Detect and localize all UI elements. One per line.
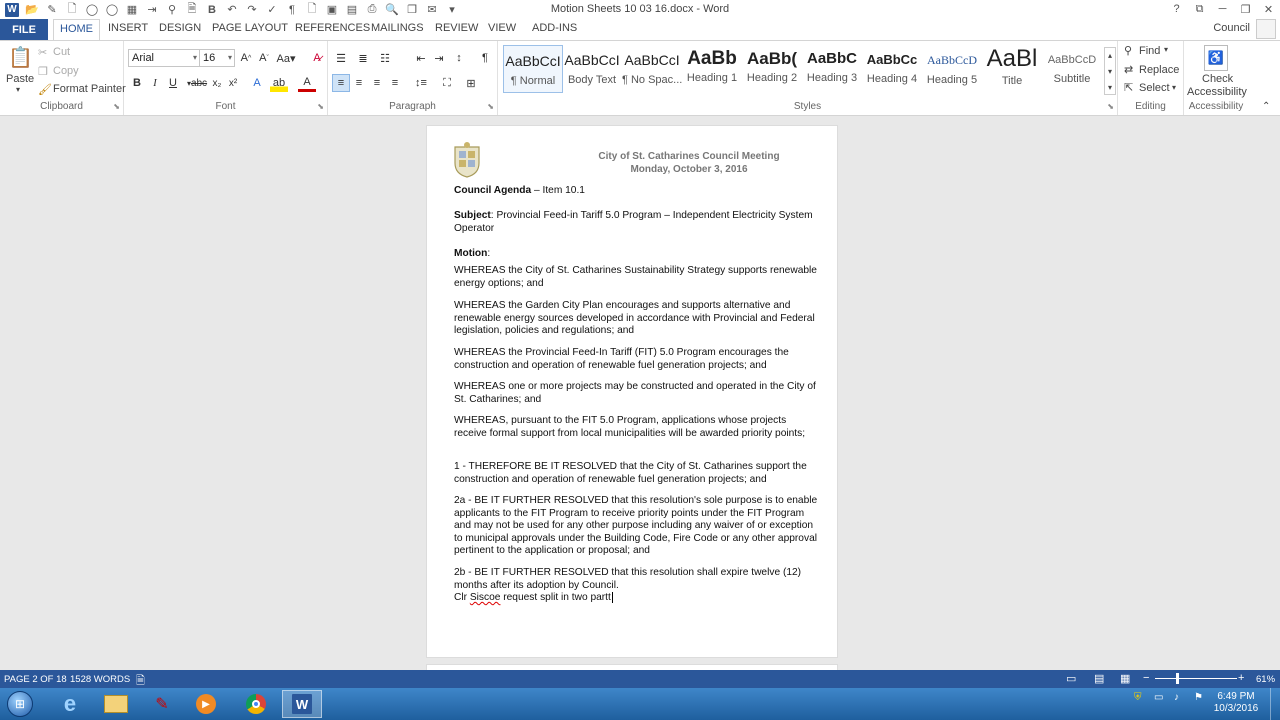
styles-scroll[interactable]: ▴ ▾ ▾ — [1104, 47, 1116, 95]
clock-time: 6:49 PM — [1217, 691, 1255, 702]
print-icon[interactable]: ⎙ — [367, 3, 377, 15]
styles-label: Styles — [793, 101, 822, 112]
style-name: ¶ No Spac... — [622, 74, 683, 86]
style-preview: AaBbCcI — [564, 52, 620, 68]
customize-qat-icon[interactable]: ▾ — [449, 4, 455, 16]
shield-icon[interactable]: ⛨ — [1134, 692, 1142, 703]
ribbon — [0, 40, 1280, 116]
decrease-indent-icon[interactable]: ⇤ — [416, 52, 426, 65]
bold-button[interactable]: B — [133, 77, 141, 89]
paragraph-launcher-icon[interactable]: ⬊ — [487, 102, 494, 111]
chevron-down-icon: ▾ — [227, 53, 232, 62]
paste-icon[interactable]: 📋 — [8, 47, 33, 69]
show-desktop-button[interactable] — [1270, 688, 1280, 720]
motion-bold: Motion — [454, 248, 488, 259]
change-case-icon[interactable]: Aa▾ — [276, 52, 296, 65]
borders-icon[interactable]: ⊞ — [466, 77, 476, 90]
presenter-icon[interactable]: ✎ — [155, 696, 169, 713]
editing-group — [1118, 41, 1184, 115]
start-button-icon[interactable]: ⊞ — [0, 690, 40, 718]
strikethrough-button[interactable]: abc — [190, 77, 208, 89]
motion-paragraph: WHEREAS, pursuant to the FIT 5.0 Program, applications whose projects receive formal support from local municipalities will be awarded priority points; — [454, 415, 806, 439]
agenda-line — [454, 185, 819, 198]
highlight-color-icon[interactable]: ab — [270, 74, 288, 92]
style-body-text[interactable] — [562, 45, 622, 93]
chevron-down-icon[interactable]: ▾ — [1172, 83, 1177, 92]
print-layout-icon[interactable]: ▤ — [1094, 673, 1105, 685]
check-label-line1[interactable]: Check — [1202, 73, 1234, 85]
style-name: Heading 3 — [806, 72, 858, 84]
style-preview: AaBl — [986, 45, 1038, 72]
internet-explorer-icon[interactable]: e — [63, 691, 77, 716]
page-count[interactable]: PAGE 2 OF 18 — [4, 674, 67, 685]
motion-paragraph: WHEREAS the Garden City Plan encourages and supports alternative and renewable energy sources developed in accordance with Provincial and Federal legislation, policies and regulations; and — [454, 300, 815, 337]
document-header — [574, 150, 804, 176]
chevron-down-icon: ▾ — [192, 53, 197, 62]
zoom-out-icon[interactable]: − — [1143, 672, 1150, 684]
bold-icon[interactable]: B — [208, 3, 216, 16]
clear-formatting-icon[interactable]: A̷ — [313, 52, 321, 64]
styles-launcher-icon[interactable]: ⬊ — [1107, 102, 1114, 111]
style-name: Title — [1001, 75, 1023, 87]
restore-icon[interactable]: ❐ — [1240, 3, 1251, 16]
motion-paragraph: 2b - BE IT FURTHER RESOLVED that this resolution shall expire twelve (12) months after its adoption by Council. — [454, 567, 802, 591]
sort-icon[interactable]: ↕ — [456, 52, 462, 64]
document-page[interactable] — [426, 125, 838, 658]
volume-icon[interactable]: ♪ — [1174, 692, 1179, 703]
shading-icon[interactable]: ⛶ — [443, 76, 451, 89]
style-name: ¶ Normal — [510, 75, 556, 87]
copy-icon[interactable]: ❐ — [407, 4, 417, 16]
paragraph-label: Paragraph — [389, 101, 436, 112]
chevron-down-icon[interactable]: ▾ — [1164, 45, 1169, 54]
pilcrow-icon[interactable]: ¶ — [289, 3, 295, 16]
media-player-icon[interactable]: ▶ — [186, 690, 226, 718]
font-size-value: 16 — [203, 52, 216, 64]
style-name: Heading 5 — [926, 74, 978, 86]
chrome-icon[interactable] — [236, 690, 276, 718]
style-name: Body Text — [567, 74, 617, 86]
style-preview: AaBbCc — [866, 52, 918, 67]
file-explorer-icon[interactable] — [96, 690, 136, 718]
avatar[interactable] — [1256, 19, 1276, 39]
motion-paragraph: WHEREAS the Provincial Feed-In Tariff (FIT) 5.0 Program encourages the construction and operation of renewable fuel generation projects; and — [454, 347, 789, 371]
show-formatting-icon[interactable]: ¶ — [482, 52, 488, 64]
redo-icon[interactable]: ↷ — [247, 4, 257, 16]
font-family-select[interactable] — [128, 49, 200, 67]
word-count[interactable]: 1528 WORDS — [70, 674, 131, 685]
last-line-prefix: Clr — [454, 592, 470, 603]
spelling-check-icon[interactable]: ✓ — [267, 4, 277, 16]
shrink-font-icon[interactable]: A ˇ — [259, 52, 269, 64]
save-icon[interactable]: ▣ — [326, 4, 338, 16]
tab-mailings[interactable]: MAILINGS — [371, 22, 424, 34]
underline-dropdown-icon[interactable]: ▾ — [186, 78, 191, 88]
style-heading-5[interactable] — [922, 45, 982, 93]
window-controls — [1165, 0, 1280, 18]
copy-icon-ribbon[interactable]: ❐ — [38, 66, 48, 78]
multilevel-list-icon[interactable]: ☷ — [380, 52, 390, 65]
motion-paragraph: WHEREAS one or more projects may be constructed and operated in the City of St. Catharines; and — [454, 381, 816, 405]
font-group — [124, 41, 328, 115]
style-name: Heading 1 — [686, 72, 738, 84]
last-line-suffix: request split in two partt — [500, 592, 611, 603]
print-preview-icon[interactable]: 🗋 — [307, 3, 317, 15]
status-bar — [0, 670, 1280, 688]
title-bar — [0, 0, 1280, 19]
cut-icon[interactable]: ✂ — [38, 47, 48, 59]
underline-button[interactable]: U — [169, 77, 177, 89]
misspelled-word[interactable]: Siscoe — [469, 592, 501, 603]
line-spacing-icon[interactable]: ↕≡ — [415, 77, 427, 89]
select-button[interactable]: Select — [1139, 82, 1170, 94]
word-app-icon[interactable]: W — [2, 1, 22, 18]
circle-icon-2[interactable]: ◯ — [105, 4, 119, 16]
document-icon[interactable]: 🗎 — [187, 3, 197, 15]
binoculars-find-icon[interactable]: ⚲ — [1124, 45, 1133, 57]
superscript-button[interactable]: x² — [228, 77, 238, 89]
style-heading-2[interactable] — [742, 45, 802, 93]
editing-label: Editing — [1135, 101, 1166, 112]
replace-button[interactable]: Replace — [1139, 64, 1180, 76]
clock-date: 10/3/2016 — [1213, 703, 1259, 714]
flag-icon[interactable]: ⚑ — [1194, 692, 1203, 703]
motion-rest: : — [487, 248, 491, 259]
style-preview: AaBbCcD — [927, 53, 977, 67]
help-icon[interactable]: ? — [1173, 3, 1180, 15]
style-name: Heading 2 — [746, 72, 798, 84]
accessibility-group — [1184, 41, 1248, 115]
tab-page-layout[interactable]: PAGE LAYOUT — [212, 22, 289, 34]
style-no-spacing[interactable] — [622, 45, 682, 93]
align-right-icon[interactable]: ≡ — [373, 77, 381, 89]
styles-group — [498, 41, 1118, 115]
format-painter-button[interactable]: Format Painter — [53, 83, 126, 95]
subject-rest: : Provincial Feed-in Tariff 5.0 Program – Independent Electricity System Operator — [454, 210, 813, 234]
style-subtitle[interactable] — [1042, 45, 1102, 93]
style-heading-4[interactable] — [862, 45, 922, 93]
font-family-value: Arial — [132, 52, 155, 64]
paste-button[interactable]: Paste — [6, 73, 35, 85]
font-launcher-icon[interactable]: ⬊ — [317, 102, 324, 111]
motion-paragraph: 2a - BE IT FURTHER RESOLVED that this resolution's sole purpose is to enable applicants to the FIT Program to receive priority points under the FIT Program and may not be used for any other purpose including any waiver of or exception to municipal approvals under the Building Code, Fire Code or any other approval pertinent to the application or proposal; and — [454, 495, 818, 557]
binoculars-icon[interactable]: ⚲ — [167, 4, 177, 16]
header-line-2: Monday, October 3, 2016 — [630, 164, 748, 175]
find-icon[interactable]: 🔍 — [385, 4, 399, 16]
style-normal[interactable] — [503, 45, 563, 93]
clipboard-launcher-icon[interactable]: ⬊ — [113, 102, 120, 111]
user-name[interactable]: Council — [1213, 22, 1250, 34]
new-document-icon[interactable]: 🗋 — [67, 3, 77, 15]
collapse-ribbon-icon[interactable]: ⌃ — [1262, 101, 1271, 112]
motion-paragraph: WHEREAS the City of St. Catharines Sustainability Strategy supports renewable energy options; and — [454, 265, 817, 289]
copy-button[interactable]: Copy — [53, 65, 79, 77]
subject-bold: Subject — [454, 210, 491, 221]
subject-line — [454, 210, 819, 235]
style-name: Heading 4 — [866, 73, 918, 85]
paragraph-group — [328, 41, 498, 115]
align-left-icon[interactable]: ≡ — [332, 74, 350, 92]
save-as-icon[interactable]: ▤ — [346, 4, 358, 16]
text-effects-icon[interactable]: A — [253, 77, 261, 89]
last-line — [454, 592, 819, 605]
taskbar — [0, 688, 1280, 720]
undo-icon[interactable]: ↶ — [227, 4, 237, 16]
paste-dropdown-icon[interactable]: ▾ — [16, 85, 21, 94]
agenda-bold: Council Agenda — [454, 185, 532, 196]
justify-icon[interactable]: ≡ — [391, 77, 399, 89]
font-color-icon[interactable]: A — [298, 74, 316, 92]
motion-line — [454, 248, 819, 261]
tab-references[interactable]: REFERENCES — [295, 22, 371, 34]
tab-view[interactable]: VIEW — [488, 22, 517, 34]
style-preview: AaBb( — [746, 49, 798, 68]
tab-review[interactable]: REVIEW — [435, 22, 479, 34]
motion-paragraph: 1 - THEREFORE BE IT RESOLVED that the City of St. Catharines support the construction and operation of renewable fuel generation projects; and — [454, 461, 807, 485]
format-painter-icon[interactable]: ✎ — [47, 4, 57, 16]
replace-icon[interactable]: ⇄ — [1124, 64, 1134, 76]
numbering-icon[interactable]: ≣ — [358, 52, 368, 65]
bullets-icon[interactable]: ☰ — [336, 52, 346, 65]
agenda-rest: – Item 10.1 — [531, 185, 585, 196]
style-heading-1[interactable] — [682, 45, 742, 93]
circle-icon[interactable]: ◯ — [85, 4, 99, 16]
style-preview: AaBbCcD — [1047, 54, 1097, 66]
style-preview: AaBbCcI — [505, 53, 561, 69]
indent-icon[interactable]: ⇥ — [147, 4, 157, 16]
window-title: Motion Sheets 10 03 16.docx - Word — [550, 3, 730, 15]
style-heading-3[interactable] — [802, 45, 862, 93]
font-size-select[interactable] — [199, 49, 235, 67]
check-accessibility-icon[interactable]: ♿ — [1204, 45, 1228, 71]
tab-home[interactable]: HOME — [53, 19, 100, 40]
word-taskbar-icon[interactable]: W — [282, 690, 322, 718]
style-name: Subtitle — [1053, 73, 1091, 85]
clock[interactable] — [1212, 691, 1260, 715]
text-cursor — [612, 592, 613, 603]
network-icon[interactable]: ▭ — [1154, 692, 1164, 703]
clipboard-group — [0, 41, 124, 115]
table-icon[interactable]: ▦ — [126, 4, 138, 16]
tab-file[interactable]: FILE — [0, 19, 48, 40]
read-mode-icon[interactable]: ▭ — [1066, 673, 1077, 685]
select-cursor-icon[interactable]: ⇱ — [1124, 82, 1134, 94]
email-icon[interactable]: ✉ — [427, 4, 437, 16]
ribbon-tabs — [0, 19, 1280, 40]
increase-indent-icon[interactable]: ⇥ — [434, 52, 444, 65]
subscript-button[interactable]: x₂ — [212, 77, 222, 89]
minimize-icon[interactable]: ─ — [1218, 3, 1227, 15]
find-button[interactable]: Find — [1139, 45, 1161, 57]
zoom-slider-thumb[interactable] — [1176, 673, 1179, 684]
style-title[interactable] — [982, 45, 1042, 93]
style-preview: AaBb — [687, 48, 737, 69]
zoom-slider[interactable] — [1155, 678, 1237, 679]
style-preview: AaBbC — [806, 50, 857, 67]
web-layout-icon[interactable]: ▦ — [1120, 673, 1131, 685]
zoom-in-icon[interactable]: + — [1238, 672, 1245, 684]
italic-button[interactable]: I — [153, 77, 157, 89]
check-label-line2[interactable]: Accessibility — [1187, 86, 1247, 98]
align-center-icon[interactable]: ≡ — [355, 77, 363, 89]
close-icon[interactable]: ✕ — [1263, 3, 1274, 16]
style-preview: AaBbCcI — [624, 52, 680, 68]
clipboard-label: Clipboard — [40, 101, 83, 112]
format-painter-brush-icon[interactable]: 🖌 — [38, 84, 52, 96]
font-label: Font — [215, 101, 236, 112]
open-folder-icon[interactable]: 📂 — [25, 4, 39, 16]
grow-font-icon[interactable]: A ^ — [240, 52, 252, 64]
tab-insert[interactable]: INSERT — [108, 22, 149, 34]
ribbon-display-icon[interactable]: ⧉ — [1195, 2, 1204, 15]
accessibility-label: Accessibility — [1188, 101, 1244, 112]
zoom-level[interactable]: 61% — [1256, 674, 1276, 685]
tab-design[interactable]: DESIGN — [159, 22, 202, 34]
tab-add-ins[interactable]: ADD-INS — [532, 22, 578, 34]
cut-button[interactable]: Cut — [53, 46, 71, 58]
header-line-1: City of St. Catharines Council Meeting — [598, 151, 780, 162]
city-crest-logo — [449, 141, 485, 179]
proofing-icon[interactable]: 🗎 — [136, 675, 145, 687]
